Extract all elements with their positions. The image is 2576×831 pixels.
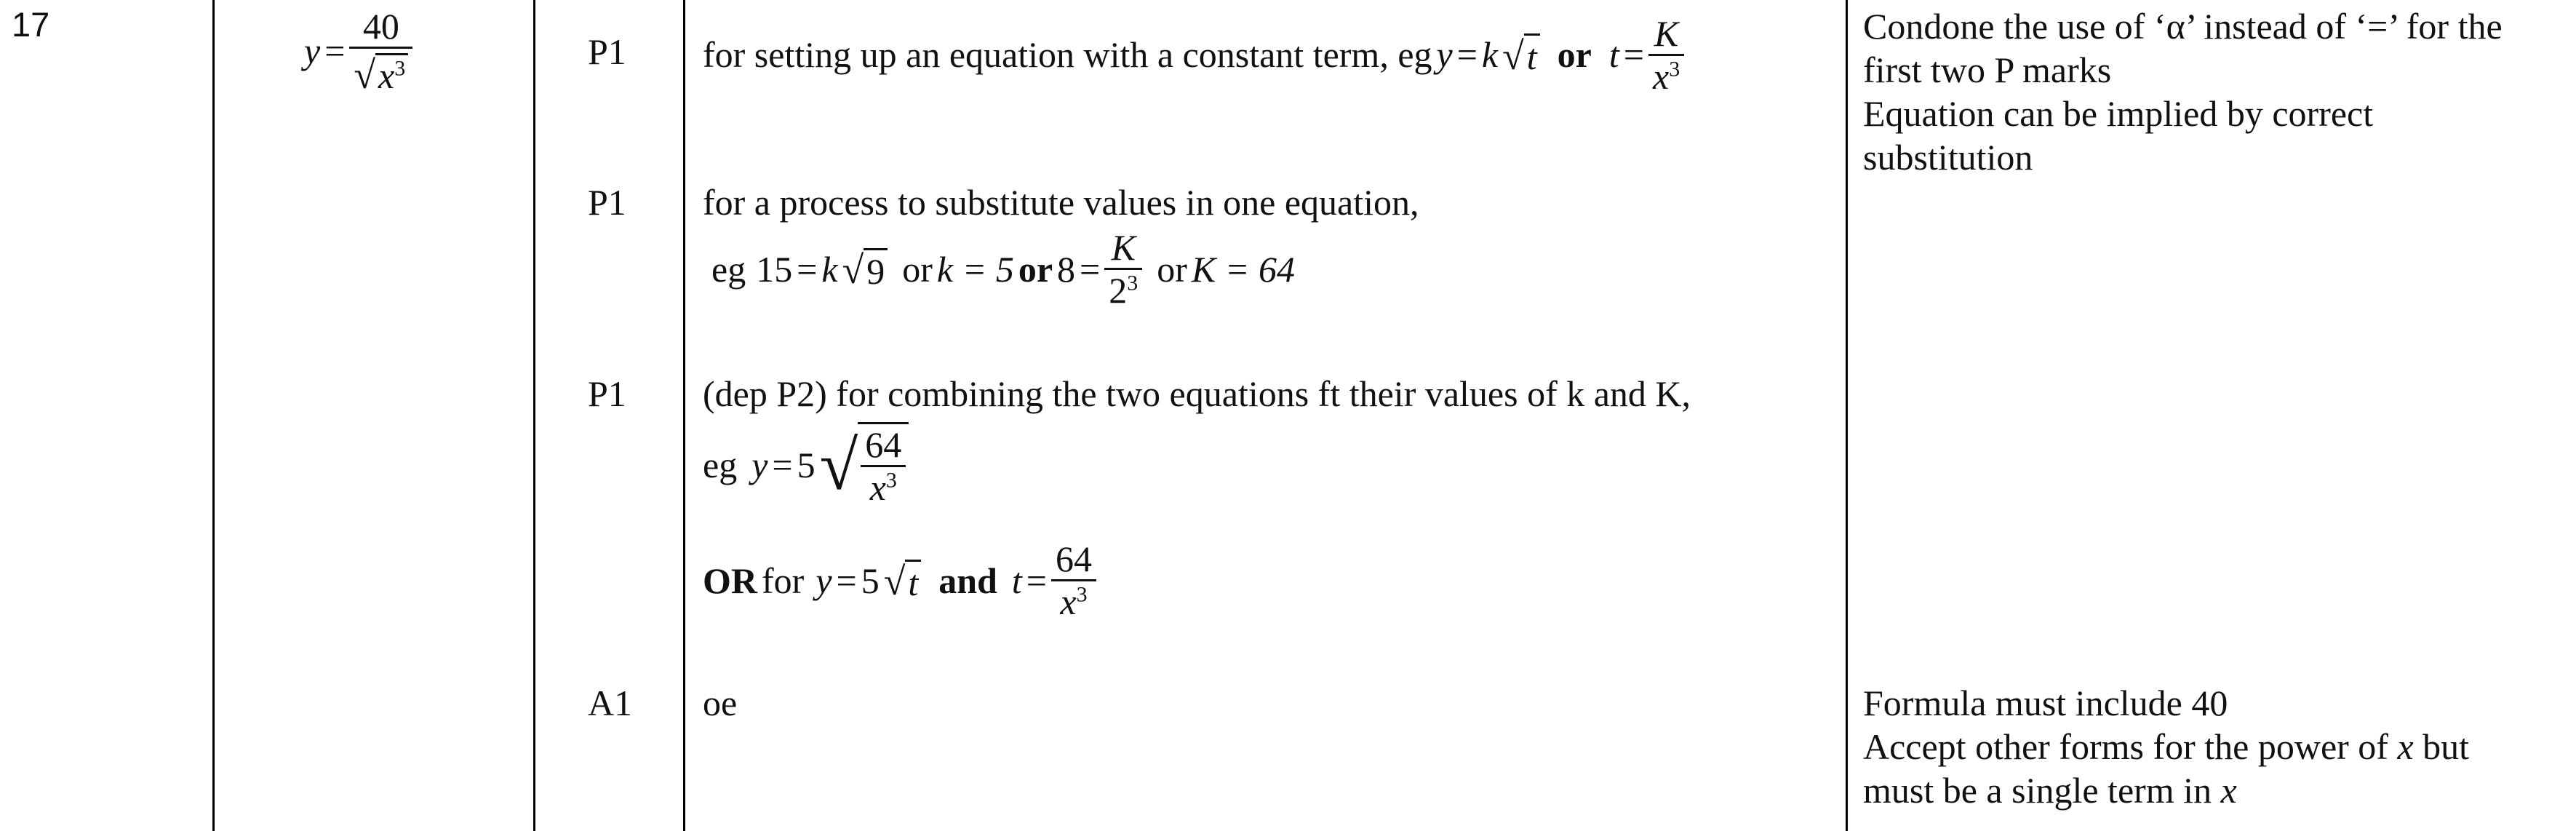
mark-2-eg: eg <box>711 248 746 290</box>
mark-1-eq2-num: K <box>1648 13 1684 56</box>
mark-2-e2-lhs: 8 <box>1057 248 1076 290</box>
mark-3-eqB-lhs: t <box>1011 560 1022 601</box>
mark-1-eq2-lhs: t <box>1608 34 1619 75</box>
mark-3-alternative: OR for y = 5 √t and t = $\frac{64}{x^3}$ <box>703 538 1096 622</box>
mark-3-eg: eg <box>703 445 738 485</box>
column-divider-3 <box>683 0 685 831</box>
comment-1-line-1: Condone the use of ‘α’ instead of ‘=’ for the <box>1863 6 2503 47</box>
mark-3-eq-fraction <box>861 424 906 508</box>
mark-3-or: OR <box>703 560 757 601</box>
mark-2-text: for a process to substitute values in one equation, <box>703 182 1419 223</box>
mark-2-or-2: or <box>1018 248 1053 290</box>
mark-3-text: (dep P2) for combining the two equations ft their values of k and K, <box>703 373 1691 414</box>
mark-1-eq2-den: x <box>1652 55 1670 97</box>
mark-3-eqA-lhs: y <box>816 560 832 601</box>
mark-3-and: and <box>938 560 997 601</box>
answer-radicand: x <box>378 55 395 97</box>
comment-2-line-1: Formula must include 40 <box>1863 683 2228 723</box>
mark-1-eq1-coef: k <box>1481 34 1499 75</box>
comment-2-line-3 <box>1863 768 2237 813</box>
mark-3-eq-lhs: y <box>751 445 768 485</box>
mark-2-e1-lhs: 15 <box>756 248 793 290</box>
mark-3-eqB-fraction <box>1051 538 1096 622</box>
comment-2-line-2 <box>1863 724 2469 769</box>
mark-2-K-value: K = 64 <box>1191 248 1295 290</box>
mark-1-eq2-fraction <box>1648 13 1684 97</box>
mark-2-e2-num: K <box>1104 227 1142 270</box>
mark-1-or: or <box>1557 34 1592 75</box>
comment-1-line-4: substitution <box>1863 137 2033 178</box>
mark-code-3: P1 <box>588 373 626 414</box>
mark-3-eq-den: x <box>869 467 886 508</box>
mark-2-k-value: k = 5 <box>936 248 1014 290</box>
mark-2-e1-radicand: 9 <box>864 248 888 293</box>
mark-3-example: eg y = 5 √ $\frac{64}{x^3}$ <box>703 422 909 508</box>
mark-3-eqA-coef: 5 <box>861 560 880 601</box>
comment-2-line-2-x: x <box>2397 726 2414 767</box>
mark-3-eq-coef: 5 <box>797 445 816 485</box>
column-divider-1 <box>212 0 215 831</box>
mark-2-e1-coef: k <box>821 248 838 290</box>
mark-code-4: A1 <box>588 683 633 723</box>
comment-2-line-2-tail: but <box>2413 726 2470 767</box>
mark-3-eq-pow: 3 <box>885 468 897 493</box>
mark-code-2: P1 <box>588 182 626 223</box>
mark-2-or-1: or <box>902 248 933 290</box>
mark-3-eqB-den: x <box>1060 581 1077 622</box>
mark-1-eq1-lhs: y <box>1436 34 1453 75</box>
comment-2-line-3-x: x <box>2220 770 2237 811</box>
mark-2-e2-pow: 3 <box>1127 271 1139 295</box>
answer-power: 3 <box>394 56 406 81</box>
mark-code-1: P1 <box>588 31 626 72</box>
answer-fraction: $\frac{40}{√x^3}$ <box>349 6 412 96</box>
mark-2-or-3: or <box>1157 248 1187 290</box>
mark-3-eqB-num: 64 <box>1051 538 1096 581</box>
mark-1-text: for setting up an equation with a constant term, eg <box>703 34 1432 75</box>
mark-4-text: oe <box>703 683 738 723</box>
mark-1-eq2-pow: 3 <box>1669 56 1680 81</box>
comment-1-line-3: Equation can be implied by correct <box>1863 93 2374 134</box>
comment-1-line-2: first two P marks <box>1863 49 2112 90</box>
mark-2-examples: eg 15 = k √9 or k = 5 or 8 = $\frac{K}{2^3}$ or K = 64 <box>711 227 1295 311</box>
mark-1-eq1-radicand: t <box>1524 33 1540 78</box>
column-divider-4 <box>1846 0 1848 831</box>
mark-3-eq-num: 64 <box>861 424 906 467</box>
mark-3-eqB-pow: 3 <box>1076 582 1088 607</box>
mark-1-guidance: for setting up an equation with a constant term, eg y = k √t or t = $\frac{K}{x^3}$ <box>703 7 1684 102</box>
question-number: 17 <box>12 5 50 44</box>
mark-2-e2-fraction <box>1104 227 1142 311</box>
comment-2-line-3-text: must be a single term in <box>1863 770 2221 811</box>
mark-3-for: for <box>762 560 805 601</box>
answer-formula: y = $\frac{40}{√x^3}$ <box>304 6 412 96</box>
mark-2-e2-den: 2 <box>1109 270 1128 311</box>
answer-numerator: 40 <box>349 6 412 49</box>
comment-2-line-2-text: Accept other forms for the power of <box>1863 726 2398 767</box>
mark-3-eqA-radicand: t <box>905 560 921 604</box>
column-divider-2 <box>533 0 535 831</box>
answer-lhs: y <box>304 31 321 72</box>
